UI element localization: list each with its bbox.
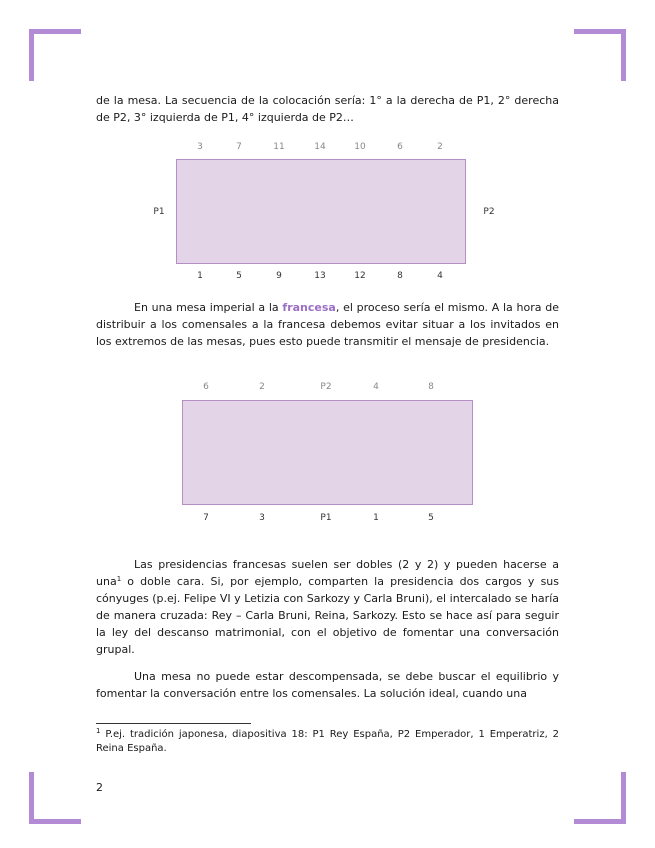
- seat-label: 4: [373, 382, 379, 392]
- seat-label: 2: [259, 382, 265, 392]
- highlight-term: francesa: [282, 301, 336, 314]
- corner-frame-bottom-left: [29, 772, 81, 824]
- presidency-label-left: P1: [153, 207, 165, 217]
- corner-frame-top-right: [574, 29, 626, 81]
- seat-label: 12: [354, 271, 366, 281]
- seat-label: 3: [259, 513, 265, 523]
- footnote-reference[interactable]: 1: [116, 575, 122, 583]
- seat-label: 2: [437, 142, 443, 152]
- seat-label: 13: [314, 271, 326, 281]
- seat-label: 8: [428, 382, 434, 392]
- seat-label: P1: [320, 513, 332, 523]
- paragraph-balance: Una mesa no puede estar descompensada, se debe buscar el equilibrio y fomentar la conversación entre los comensales. La solución ideal, cuando una: [96, 670, 559, 700]
- paragraph-double-presidency: Las presidencias francesas suelen ser dobles (2 y 2) y pueden hacerse a una$^1$ o doble cara. Si, por ejemplo, comparten la presidencia dos cargos y sus cónyuges (p.ej. Felipe VI y Letizia con Sarkozy y Carla Bruni), el intercalado se haría de manera cruzada: Rey – Carla Bruni, Reina, Sarkozy. Esto se hace así para seguir la ley del descanso matrimonial, con el objetivo de fomentar una conversación grupal.: [96, 558, 559, 656]
- page-number: 2: [96, 781, 103, 794]
- seat-label: 1: [197, 271, 203, 281]
- seat-label: 7: [236, 142, 242, 152]
- paragraph-sequence: de la mesa. La secuencia de la colocación sería: 1° a la derecha de P1, 2° derecha de P2, 3° izquierda de P1, 4° izquierda de P2…: [96, 94, 559, 124]
- seat-label: 6: [397, 142, 403, 152]
- corner-frame-bottom-right: [574, 772, 626, 824]
- seat-label: 3: [197, 142, 203, 152]
- seat-label: 4: [437, 271, 443, 281]
- footnote: $^1$ P.ej. tradición japonesa, diapositiva 18: P1 Rey España, P2 Emperador, 1 Emperatriz, 2 Reina España.: [96, 727, 559, 754]
- table-rectangle: [176, 159, 466, 264]
- seat-label: 7: [203, 513, 209, 523]
- seat-label: 9: [276, 271, 282, 281]
- presidency-label-right: P2: [483, 207, 495, 217]
- table-rectangle: [182, 400, 473, 505]
- seat-label: 8: [397, 271, 403, 281]
- seat-label: 10: [354, 142, 366, 152]
- seat-label: 6: [203, 382, 209, 392]
- footnote-divider: [96, 723, 251, 724]
- footnote-marker: 1: [96, 727, 101, 735]
- seat-label: 5: [236, 271, 242, 281]
- seat-label: 11: [273, 142, 285, 152]
- paragraph-french-table: En una mesa imperial a la francesa, el proceso sería el mismo. A la hora de distribuir a los comensales a la francesa debemos evitar situar a los invitados en los extremos de las mesas, pues esto puede transmitir el mensaje de presidencia.: [96, 301, 559, 348]
- seat-label: P2: [320, 382, 332, 392]
- seat-label: 5: [428, 513, 434, 523]
- seat-label: 14: [314, 142, 326, 152]
- corner-frame-top-left: [29, 29, 81, 81]
- seat-label: 1: [373, 513, 379, 523]
